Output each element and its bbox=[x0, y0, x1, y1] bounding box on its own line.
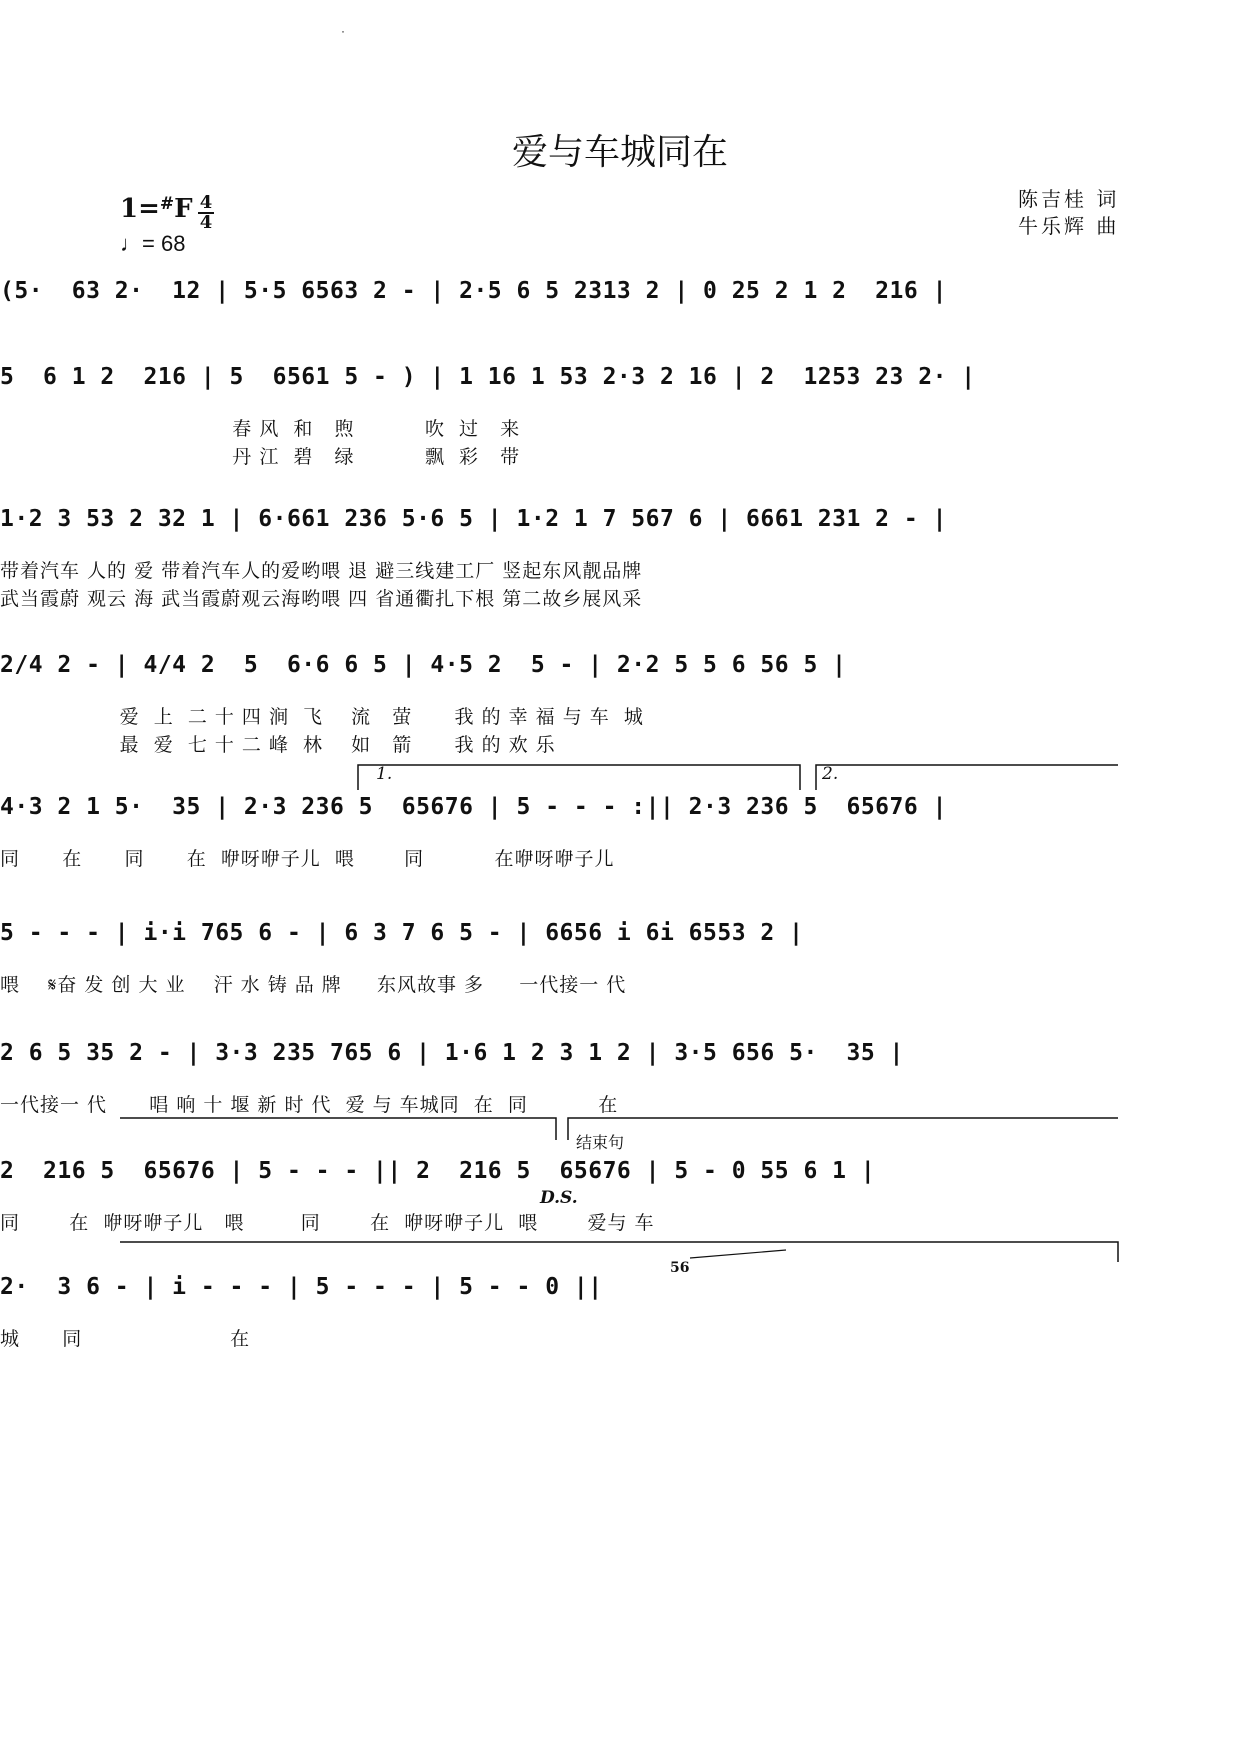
score-row-4 bbox=[0, 652, 1240, 802]
score-row-3 bbox=[0, 506, 1240, 656]
score-row-2 bbox=[0, 364, 1240, 514]
lyrics-line: 喂 𝄋奋 发 创 大 业 汗 水 铸 品 牌 东风故事 多 一代接一 代 bbox=[0, 974, 627, 996]
ending-label: 结束句 bbox=[576, 1133, 625, 1152]
tempo-marking: ♩= 68 bbox=[120, 231, 186, 256]
time-numerator: 4 bbox=[199, 192, 213, 213]
key-note: F bbox=[174, 194, 193, 224]
lyrics-verse-2: 最 爱 七 十 二 峰 林 如 箭 我 的 欢 乐 bbox=[0, 734, 556, 756]
key-signature bbox=[120, 194, 193, 224]
sharp-sign: # bbox=[159, 194, 175, 214]
notation-line: 2 216 5 65676 | 5 - - - || 2 216 5 65676 | 5 - 0 55 6 1 | bbox=[0, 1158, 876, 1184]
notation-line: 4·3 2 1 5· 35 | 2·3 236 5 65676 | 5 - - - :|| 2·3 236 5 65676 | bbox=[0, 794, 947, 820]
lyrics-verse-1: 春 风 和 煦 吹 过 来 bbox=[0, 418, 521, 440]
lyrics-line: 城 同 在 bbox=[0, 1328, 251, 1350]
lyrics-line: 同 在 咿呀咿子儿 喂 同 在 咿呀咿子儿 喂 爱与 车 bbox=[0, 1212, 655, 1234]
notation-line: 5 - - - | i·i 765 6 - | 6 3 7 6 5 - | 6656 i 6i 6553 2 | bbox=[0, 920, 804, 946]
notation-line: 5 6 1 2 216 | 5 6561 5 - ) | 1 16 1 53 2·3 2 16 | 2 1253 23 2· | bbox=[0, 364, 976, 390]
composer: 牛乐辉 曲 bbox=[1018, 214, 1120, 238]
notation-line: 2· 3 6 - | i - - - | 5 - - - | 5 - - 0 || bbox=[0, 1274, 603, 1300]
song-title: 爱与车城同在 bbox=[511, 132, 728, 173]
volta-2-label: 2. bbox=[822, 764, 839, 784]
stray-dot: · bbox=[341, 24, 345, 38]
lyrics-verse-1: 爱 上 二 十 四 涧 飞 流 萤 我 的 幸 福 与 车 城 bbox=[0, 706, 644, 728]
lyricist: 陈吉桂 词 bbox=[1018, 187, 1120, 211]
ds-mark: D.S. bbox=[540, 1188, 578, 1208]
score-row-9 bbox=[0, 1260, 1240, 1424]
breath-number: 56 bbox=[670, 1260, 690, 1276]
lyrics-line: 同 在 同 在 咿呀咿子儿 喂 同 在咿呀咿子儿 bbox=[0, 848, 615, 870]
notation-line: 1·2 3 53 2 32 1 | 6·661 236 5·6 5 | 1·2 1 7 567 6 | 6661 231 2 - | bbox=[0, 506, 947, 532]
time-denominator: 4 bbox=[199, 212, 213, 233]
notation-line: (5· 63 2· 12 | 5·5 6563 2 - | 2·5 6 5 2313 2 | 0 25 2 1 2 216 | bbox=[0, 278, 947, 304]
lyrics-verse-2: 丹 江 碧 绿 飘 彩 带 bbox=[0, 446, 521, 468]
lyrics-line: 一代接一 代 唱 响 十 堰 新 时 代 爱 与 车城同 在 同 在 bbox=[0, 1094, 619, 1116]
key-label: 1= bbox=[120, 194, 160, 224]
notation-line: 2/4 2 - | 4/4 2 5 6·6 6 5 | 4·5 2 5 - | 2·2 5 5 6 56 5 | bbox=[0, 652, 847, 678]
volta-1-label: 1. bbox=[376, 764, 393, 784]
time-signature bbox=[198, 194, 214, 232]
lyrics-verse-2: 武当霞蔚 观云 海 武当霞蔚观云海哟喂 四 省通衢扎下根 第二故乡展风采 bbox=[0, 588, 643, 610]
notation-line: 2 6 5 35 2 - | 3·3 235 765 6 | 1·6 1 2 3 1 2 | 3·5 656 5· 35 | bbox=[0, 1040, 904, 1066]
lyrics-verse-1: 带着汽车 人的 爱 带着汽车人的爱哟喂 退 避三线建工厂 竖起东风靓品牌 bbox=[0, 560, 643, 582]
credits bbox=[1018, 186, 1119, 240]
